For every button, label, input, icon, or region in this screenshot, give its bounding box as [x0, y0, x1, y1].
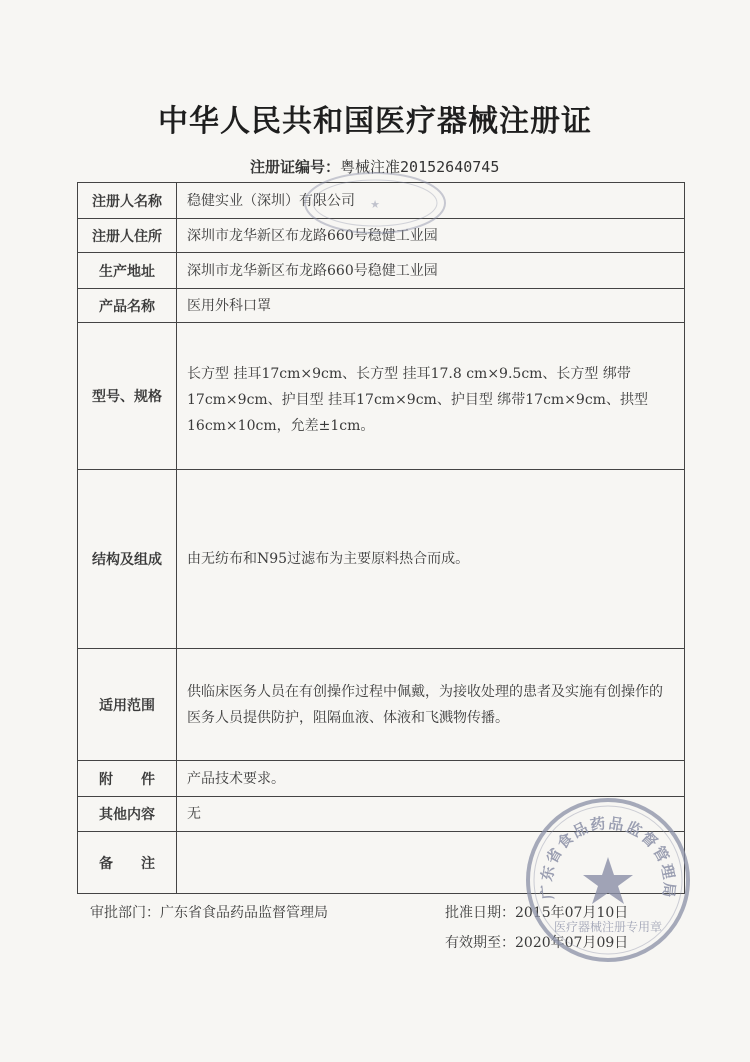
- certificate-table: [77, 182, 685, 894]
- row-label: 结构及组成: [78, 470, 177, 649]
- document-title: 中华人民共和国医疗器械注册证: [158, 104, 592, 139]
- table-row: [78, 832, 685, 894]
- row-label: 注册人住所: [78, 219, 177, 253]
- svg-text:★: ★: [370, 198, 380, 211]
- row-label: 产品名称: [78, 289, 177, 323]
- registration-number-label: 注册证编号：: [250, 158, 341, 176]
- svg-text:广东省食品药品监督管理局: 广东省食品药品监督管理局: [537, 813, 679, 901]
- table-row: [78, 183, 685, 219]
- approval-date-value: 2015年07月10日: [515, 905, 629, 921]
- row-value: [177, 832, 685, 894]
- row-value: 产品技术要求。: [177, 761, 685, 797]
- expiry-date-value: 2020年07月09日: [515, 935, 629, 951]
- row-label: 其他内容: [78, 797, 177, 832]
- authority-value: 广东省食品药品监督管理局: [160, 905, 328, 921]
- row-value: 深圳市龙华新区布龙路660号稳健工业园: [177, 219, 685, 253]
- row-value: 长方型 挂耳17cm×9cm、长方型 挂耳17.8 cm×9.5cm、长方型 绑带17cm×9cm、护目型 挂耳17cm×9cm、护目型 绑带17cm×9cm、拱型 16cm×10cm，允差±1cm。: [177, 323, 685, 470]
- row-value: 深圳市龙华新区布龙路660号稳健工业园: [177, 253, 685, 289]
- row-value: 稳健实业（深圳）有限公司: [177, 183, 685, 219]
- row-value: 由无纺布和N95过滤布为主要原料热合而成。: [177, 470, 685, 649]
- row-value: 医用外科口罩: [177, 289, 685, 323]
- registration-number-value: 粤械注准20152640745: [340, 158, 500, 176]
- authority-label: 审批部门：: [90, 905, 160, 921]
- approval-authority: [90, 902, 328, 922]
- approval-date-label: 批准日期：: [445, 905, 515, 921]
- row-value: 供临床医务人员在有创操作过程中佩戴，为接收处理的患者及实施有创操作的医务人员提供防护，阻隔血液、体液和飞溅物传播。: [177, 649, 685, 761]
- svg-text:医疗器械注册专用章: 医疗器械注册专用章: [553, 920, 663, 934]
- table-row: [78, 797, 685, 832]
- expiry-date-label: 有效期至：: [445, 935, 515, 951]
- table-row: [78, 253, 685, 289]
- approval-date: [445, 902, 628, 922]
- row-label: 注册人名称: [78, 183, 177, 219]
- table-row: [78, 649, 685, 761]
- table-row: [78, 470, 685, 649]
- row-value: 无: [177, 797, 685, 832]
- row-label: 型号、规格: [78, 323, 177, 470]
- row-label: 备 注: [78, 832, 177, 894]
- row-label: 生产地址: [78, 253, 177, 289]
- row-label: 适用范围: [78, 649, 177, 761]
- table-row: [78, 289, 685, 323]
- table-row: [78, 761, 685, 797]
- table-row: [78, 323, 685, 470]
- registration-number: [250, 156, 499, 177]
- expiry-date: [445, 932, 628, 952]
- row-label: 附 件: [78, 761, 177, 797]
- table-row: [78, 219, 685, 253]
